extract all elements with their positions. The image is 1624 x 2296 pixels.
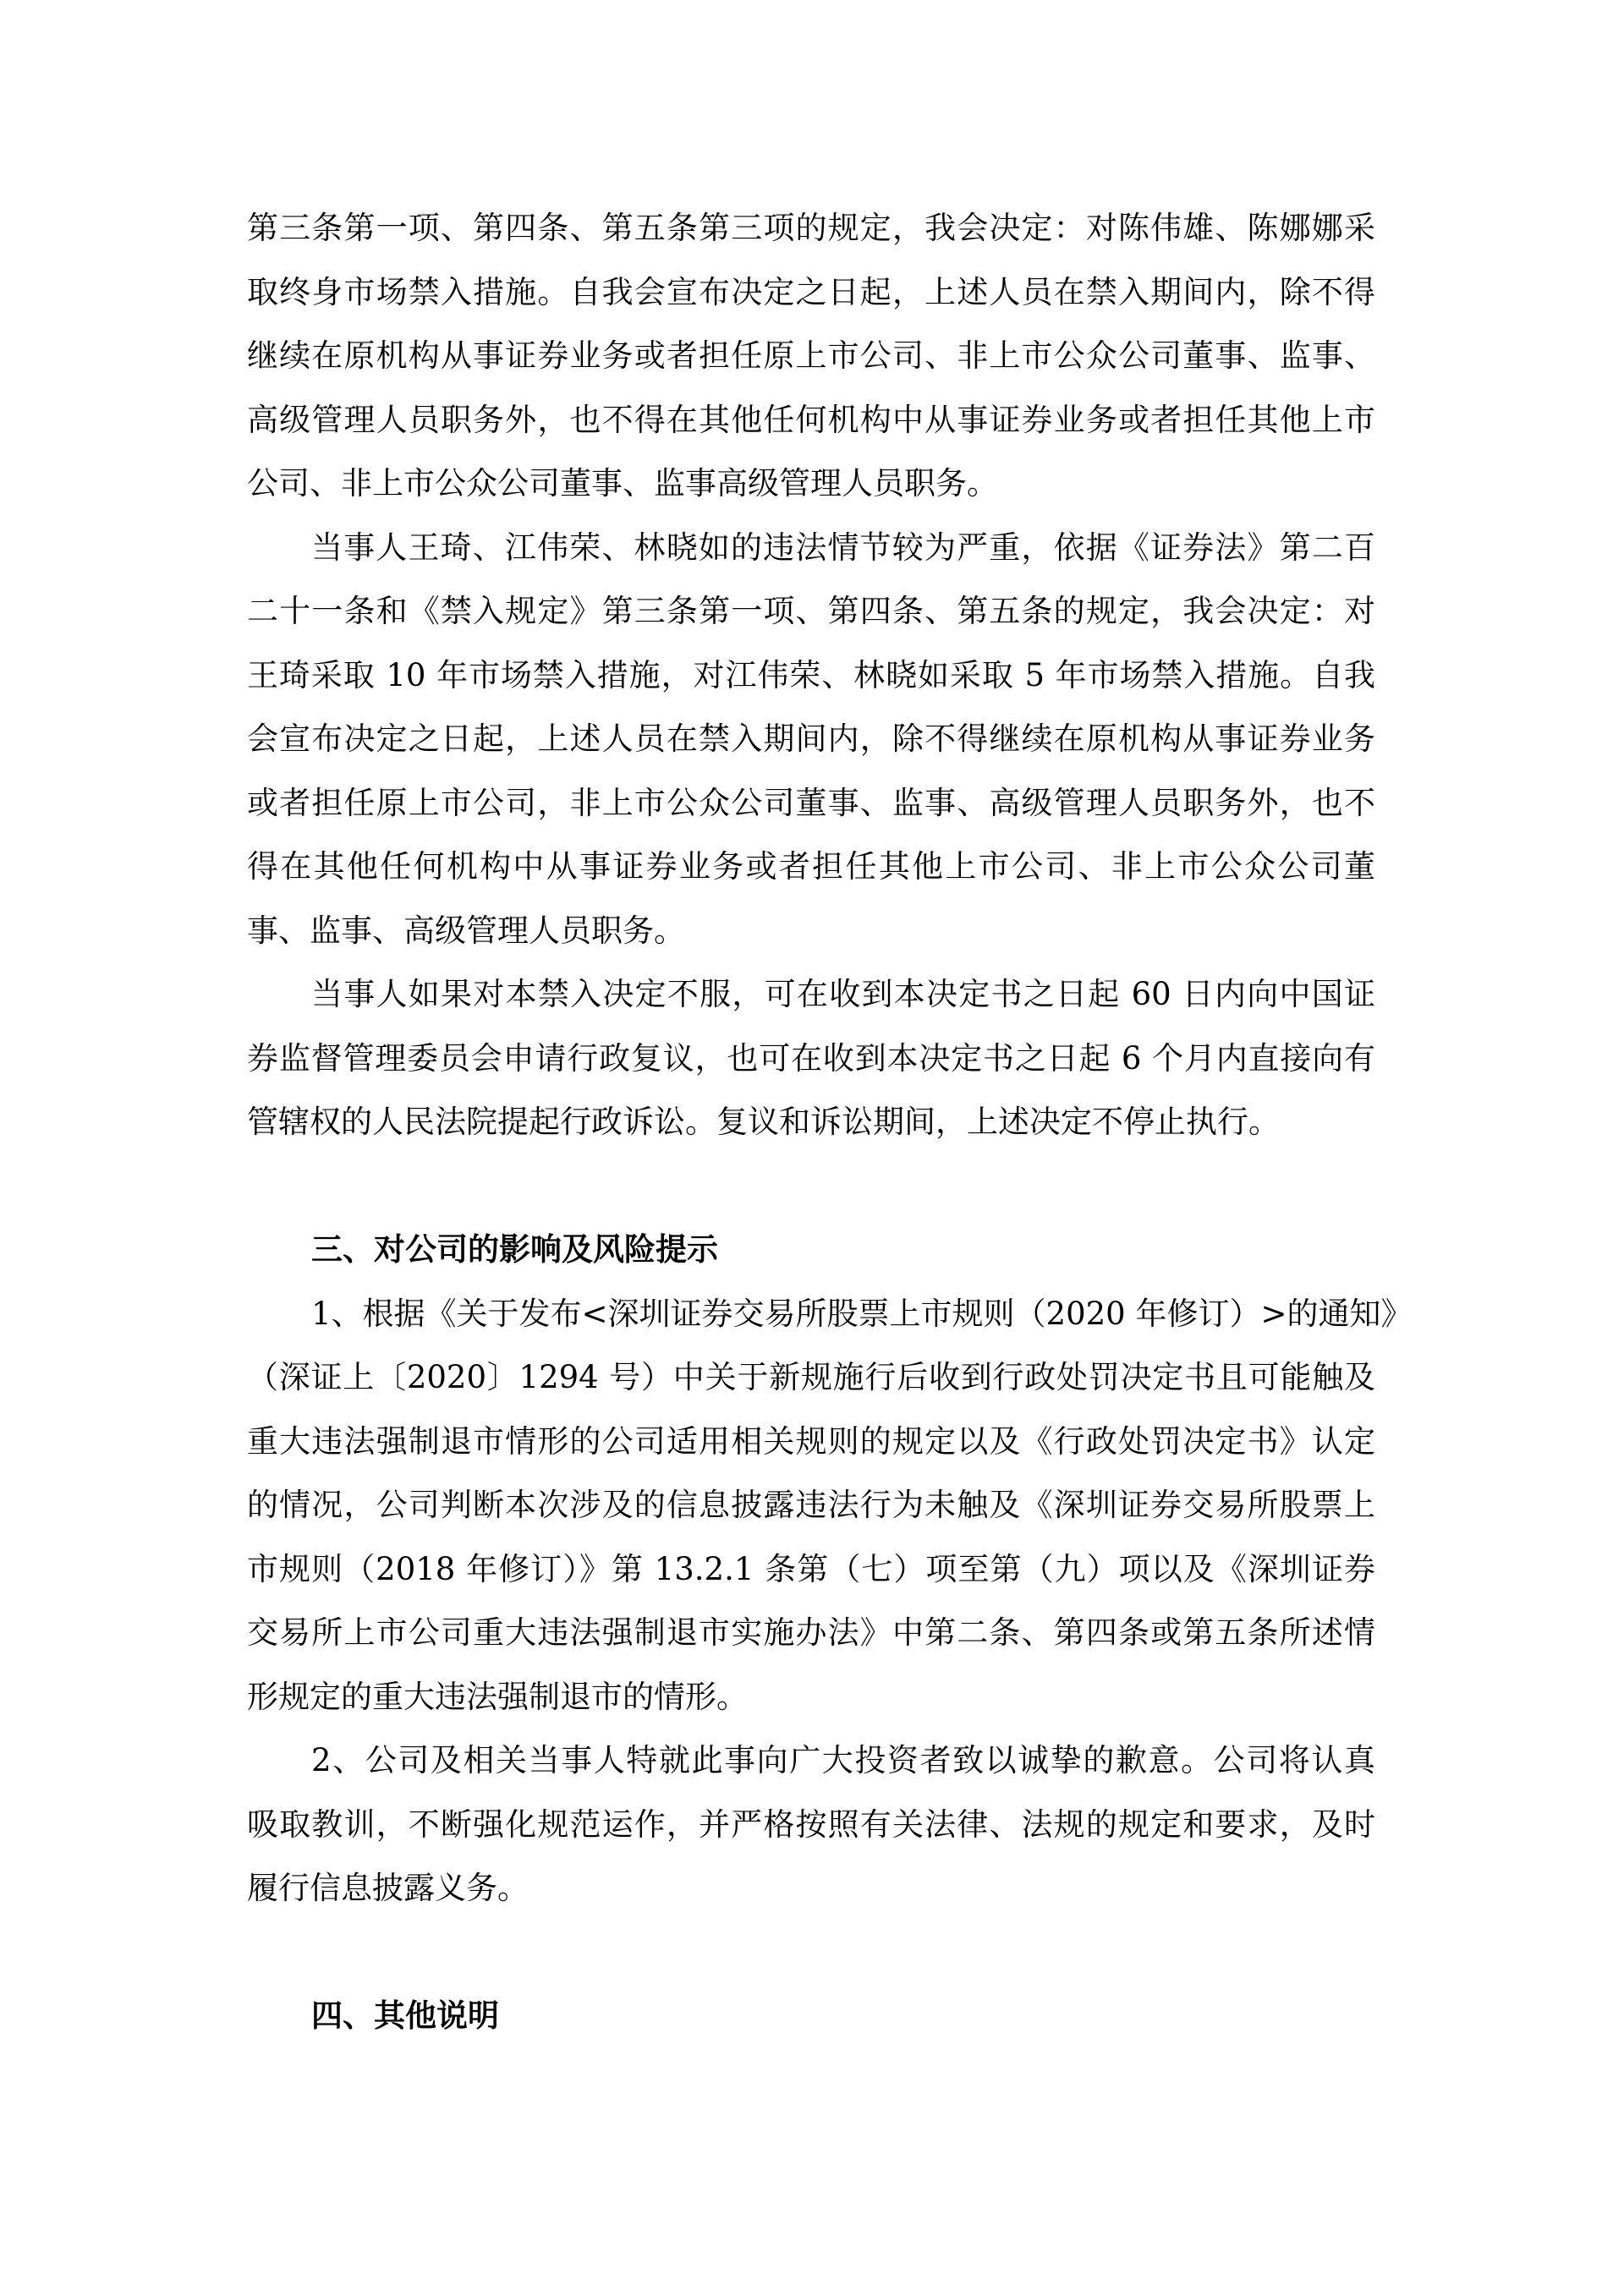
text-line: 吸取教训，不断强化规范运作，并严格按照有关法律、法规的规定和要求，及时 (247, 1806, 1375, 1843)
text-line: 市规则（2018 年修订）》第 13.2.1 条第（七）项至第（九）项以及《深圳证券 (247, 1550, 1375, 1587)
text-line: 重大违法强制退市情形的公司适用相关规则的规定以及《行政处罚决定书》认定 (247, 1422, 1375, 1460)
text-line: 第三条第一项、第四条、第五条第三项的规定，我会决定：对陈伟雄、陈娜娜采 (247, 210, 1375, 246)
text-line: 事、监事、高级管理人员职务。 (247, 912, 685, 949)
paragraph-lifetime-ban (247, 196, 1375, 516)
paragraph-appeal (247, 962, 1375, 1154)
blank-line (247, 1154, 1375, 1219)
text-line: 当事人如果对本禁入决定不服，可在收到本决定书之日起 60 日内向中国证 (311, 976, 1375, 1012)
text-line: 2、公司及相关当事人特就此事向广大投资者致以诚挚的歉意。公司将认真 (311, 1742, 1375, 1778)
text-line: 高级管理人员职务外，也不得在其他任何机构中从事证券业务或者担任其他上市 (247, 401, 1375, 438)
text-line: 履行信息披露义务。 (247, 1870, 529, 1906)
blank-line (247, 1921, 1375, 1985)
heading-other-notes: 四、其他说明 (311, 1997, 499, 2034)
text-line: 的情况，公司判断本次涉及的信息披露违法行为未触及《深圳证券交易所股票上 (247, 1487, 1375, 1523)
text-line: 王琦采取 10 年市场禁入措施，对江伟荣、林晓如采取 5 年市场禁入措施。自我 (247, 656, 1375, 693)
text-line: 管辖权的人民法院提起行政诉讼。复议和诉讼期间，上述决定不停止执行。 (247, 1104, 1280, 1140)
text-line: 券监督管理委员会申请行政复议，也可在收到本决定书之日起 6 个月内直接向有 (247, 1039, 1375, 1077)
text-line: 取终身市场禁入措施。自我会宣布决定之日起，上述人员在禁入期间内，除不得 (247, 273, 1375, 310)
text-line: 当事人王琦、江伟荣、林晓如的违法情节较为严重，依据《证券法》第二百 (311, 529, 1375, 566)
text-line: 会宣布决定之日起，上述人员在禁入期间内，除不得继续在原机构从事证券业务 (247, 721, 1375, 757)
document-page (247, 196, 1413, 2048)
paragraph-term-ban (247, 516, 1375, 963)
paragraph-item-1 (247, 1282, 1413, 1729)
text-line: 交易所上市公司重大违法强制退市实施办法》中第二条、第四条或第五条所述情 (247, 1614, 1375, 1651)
text-line: （深证上〔2020〕1294 号）中关于新规施行后收到行政处罚决定书且可能触及 (247, 1359, 1375, 1395)
text-line: 得在其他任何机构中从事证券业务或者担任其他上市公司、非上市公众公司董 (247, 848, 1375, 885)
text-line: 或者担任原上市公司，非上市公众公司董事、监事、高级管理人员职务外，也不 (247, 784, 1375, 821)
text-line: 公司、非上市公众公司董事、监事高级管理人员职务。 (247, 465, 998, 501)
text-line: 继续在原机构从事证券业务或者担任原上市公司、非上市公众公司董事、监事、 (247, 337, 1375, 374)
heading-impact-and-risk: 三、对公司的影响及风险提示 (311, 1230, 718, 1268)
text-line: 形规定的重大违法强制退市的情形。 (247, 1678, 748, 1715)
paragraph-item-2 (247, 1729, 1375, 1921)
text-line: 1、根据《关于发布<深圳证券交易所股票上市规则（2020 年修订）>的通知》 (311, 1295, 1413, 1332)
text-line: 二十一条和《禁入规定》第三条第一项、第四条、第五条的规定，我会决定：对 (247, 593, 1375, 629)
